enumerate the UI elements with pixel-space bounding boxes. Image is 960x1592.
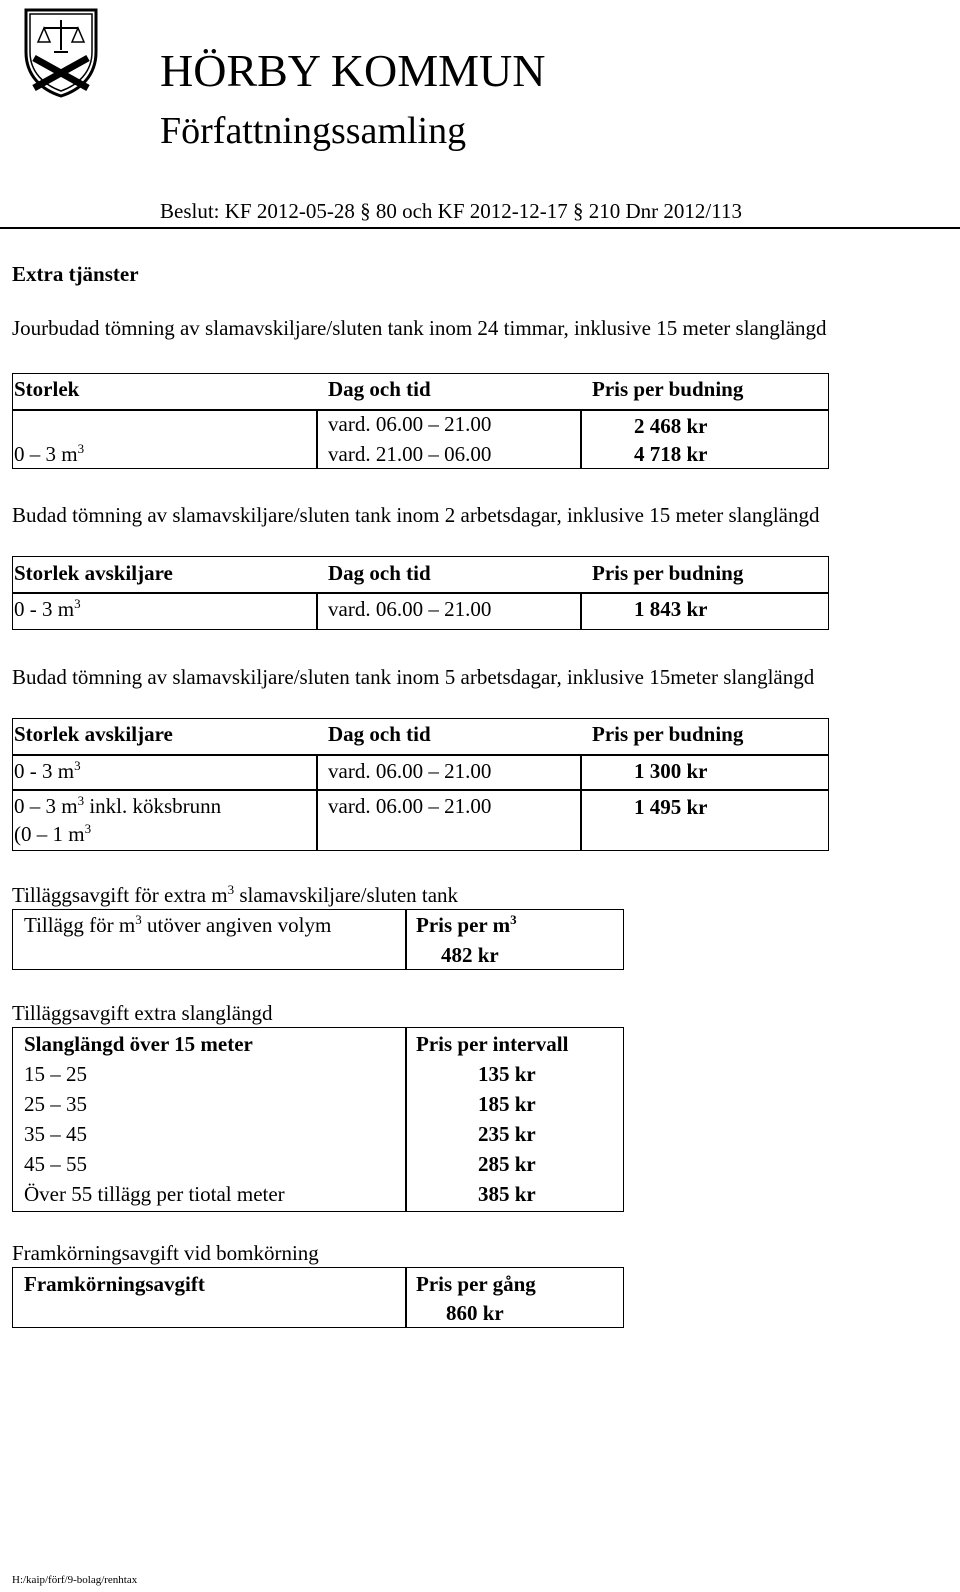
table3-row2-size: 0 – 3 $m^3$ inkl. köksbrunn bbox=[14, 793, 222, 818]
table3-row2-time: vard. 06.00 – 21.00 bbox=[328, 794, 492, 818]
table1-intro: Jourbudad tömning av slamavskiljare/sluten tank inom 24 timmar, inklusive 15 meter slanglängd bbox=[12, 316, 827, 340]
table5-row-price: 185 kr bbox=[478, 1092, 536, 1116]
table5-row-range: Över 55 tillägg per tiotal meter bbox=[24, 1182, 285, 1206]
table2-header-size: Storlek avskiljare bbox=[14, 561, 173, 585]
table3-intro: Budad tömning av slamavskiljare/sluten tank inom 5 arbetsdagar, inklusive 15meter slanglängd bbox=[12, 665, 815, 689]
table5-header-length: Slanglängd över 15 meter bbox=[24, 1032, 253, 1056]
table1-time-day: vard. 06.00 – 21.00 bbox=[328, 412, 492, 436]
table5-row-range: 35 – 45 bbox=[24, 1122, 87, 1146]
table4-price: 482 kr bbox=[441, 943, 499, 967]
table1-header-size: Storlek bbox=[14, 377, 80, 401]
table5-row-price: 285 kr bbox=[478, 1152, 536, 1176]
table2-size: 0 - 3 $m^3$ bbox=[14, 596, 81, 621]
table2-header-time: Dag och tid bbox=[328, 561, 431, 585]
page-subtitle: Författningssamling bbox=[160, 110, 467, 152]
decision-reference: Beslut: KF 2012-05-28 § 80 och KF 2012-12-17 § 210 Dnr 2012/113 bbox=[160, 199, 742, 223]
table2-header-price: Pris per budning bbox=[592, 561, 744, 585]
table6-header-price: Pris per gång bbox=[416, 1272, 536, 1296]
table1-header-price: Pris per budning bbox=[592, 377, 744, 401]
table1-size: 0 – 3 $m^3$ bbox=[14, 441, 85, 466]
table1-price-day: 2 468 kr bbox=[634, 414, 708, 438]
table4-intro: Tilläggsavgift för extra $m^3$ slamavskiljare/sluten tank bbox=[12, 882, 459, 907]
table3-header-price: Pris per budning bbox=[592, 722, 744, 746]
table3-row1-time: vard. 06.00 – 21.00 bbox=[328, 759, 492, 783]
table5-row-price: 135 kr bbox=[478, 1062, 536, 1086]
table3-row1-size: 0 - 3 $m^3$ bbox=[14, 758, 81, 783]
table5-row-range: 45 – 55 bbox=[24, 1152, 87, 1176]
table5-header-price: Pris per intervall bbox=[416, 1032, 569, 1056]
table1-price-night: 4 718 kr bbox=[634, 442, 708, 466]
table5-intro: Tilläggsavgift extra slanglängd bbox=[12, 1001, 273, 1025]
table6-intro: Framkörningsavgift vid bomkörning bbox=[12, 1241, 319, 1265]
municipality-crest-icon bbox=[22, 6, 100, 98]
table4-price-header: Pris per $m^3$ bbox=[416, 912, 517, 937]
footer-file-path: H:/kaip/förf/9-bolag/renhtax bbox=[12, 1574, 138, 1586]
table5-row-range: 15 – 25 bbox=[24, 1062, 87, 1086]
table3-row2-price: 1 495 kr bbox=[634, 795, 708, 819]
table2-intro: Budad tömning av slamavskiljare/sluten tank inom 2 arbetsdagar, inklusive 15 meter slanglängd bbox=[12, 503, 820, 527]
table1-time-night: vard. 21.00 – 06.00 bbox=[328, 442, 492, 466]
table3-row2-size-sub: (0 – 1 $m^3$ bbox=[14, 821, 92, 846]
table2-time: vard. 06.00 – 21.00 bbox=[328, 597, 492, 621]
table1-header-time: Dag och tid bbox=[328, 377, 431, 401]
section-title: Extra tjänster bbox=[12, 262, 139, 286]
table3-row1-price: 1 300 kr bbox=[634, 759, 708, 783]
table5-row-range: 25 – 35 bbox=[24, 1092, 87, 1116]
page-title: HÖRBY KOMMUN bbox=[160, 45, 546, 96]
header-divider bbox=[0, 227, 960, 229]
table2-price: 1 843 kr bbox=[634, 597, 708, 621]
table5-row-price: 235 kr bbox=[478, 1122, 536, 1146]
table3-header-time: Dag och tid bbox=[328, 722, 431, 746]
table5-row-price: 385 kr bbox=[478, 1182, 536, 1206]
table3-header-size: Storlek avskiljare bbox=[14, 722, 173, 746]
table6-header-fee: Framkörningsavgift bbox=[24, 1272, 205, 1296]
table6-price: 860 kr bbox=[446, 1301, 504, 1325]
table4-label: Tillägg för $m^3$ utöver angiven volym bbox=[24, 912, 332, 937]
